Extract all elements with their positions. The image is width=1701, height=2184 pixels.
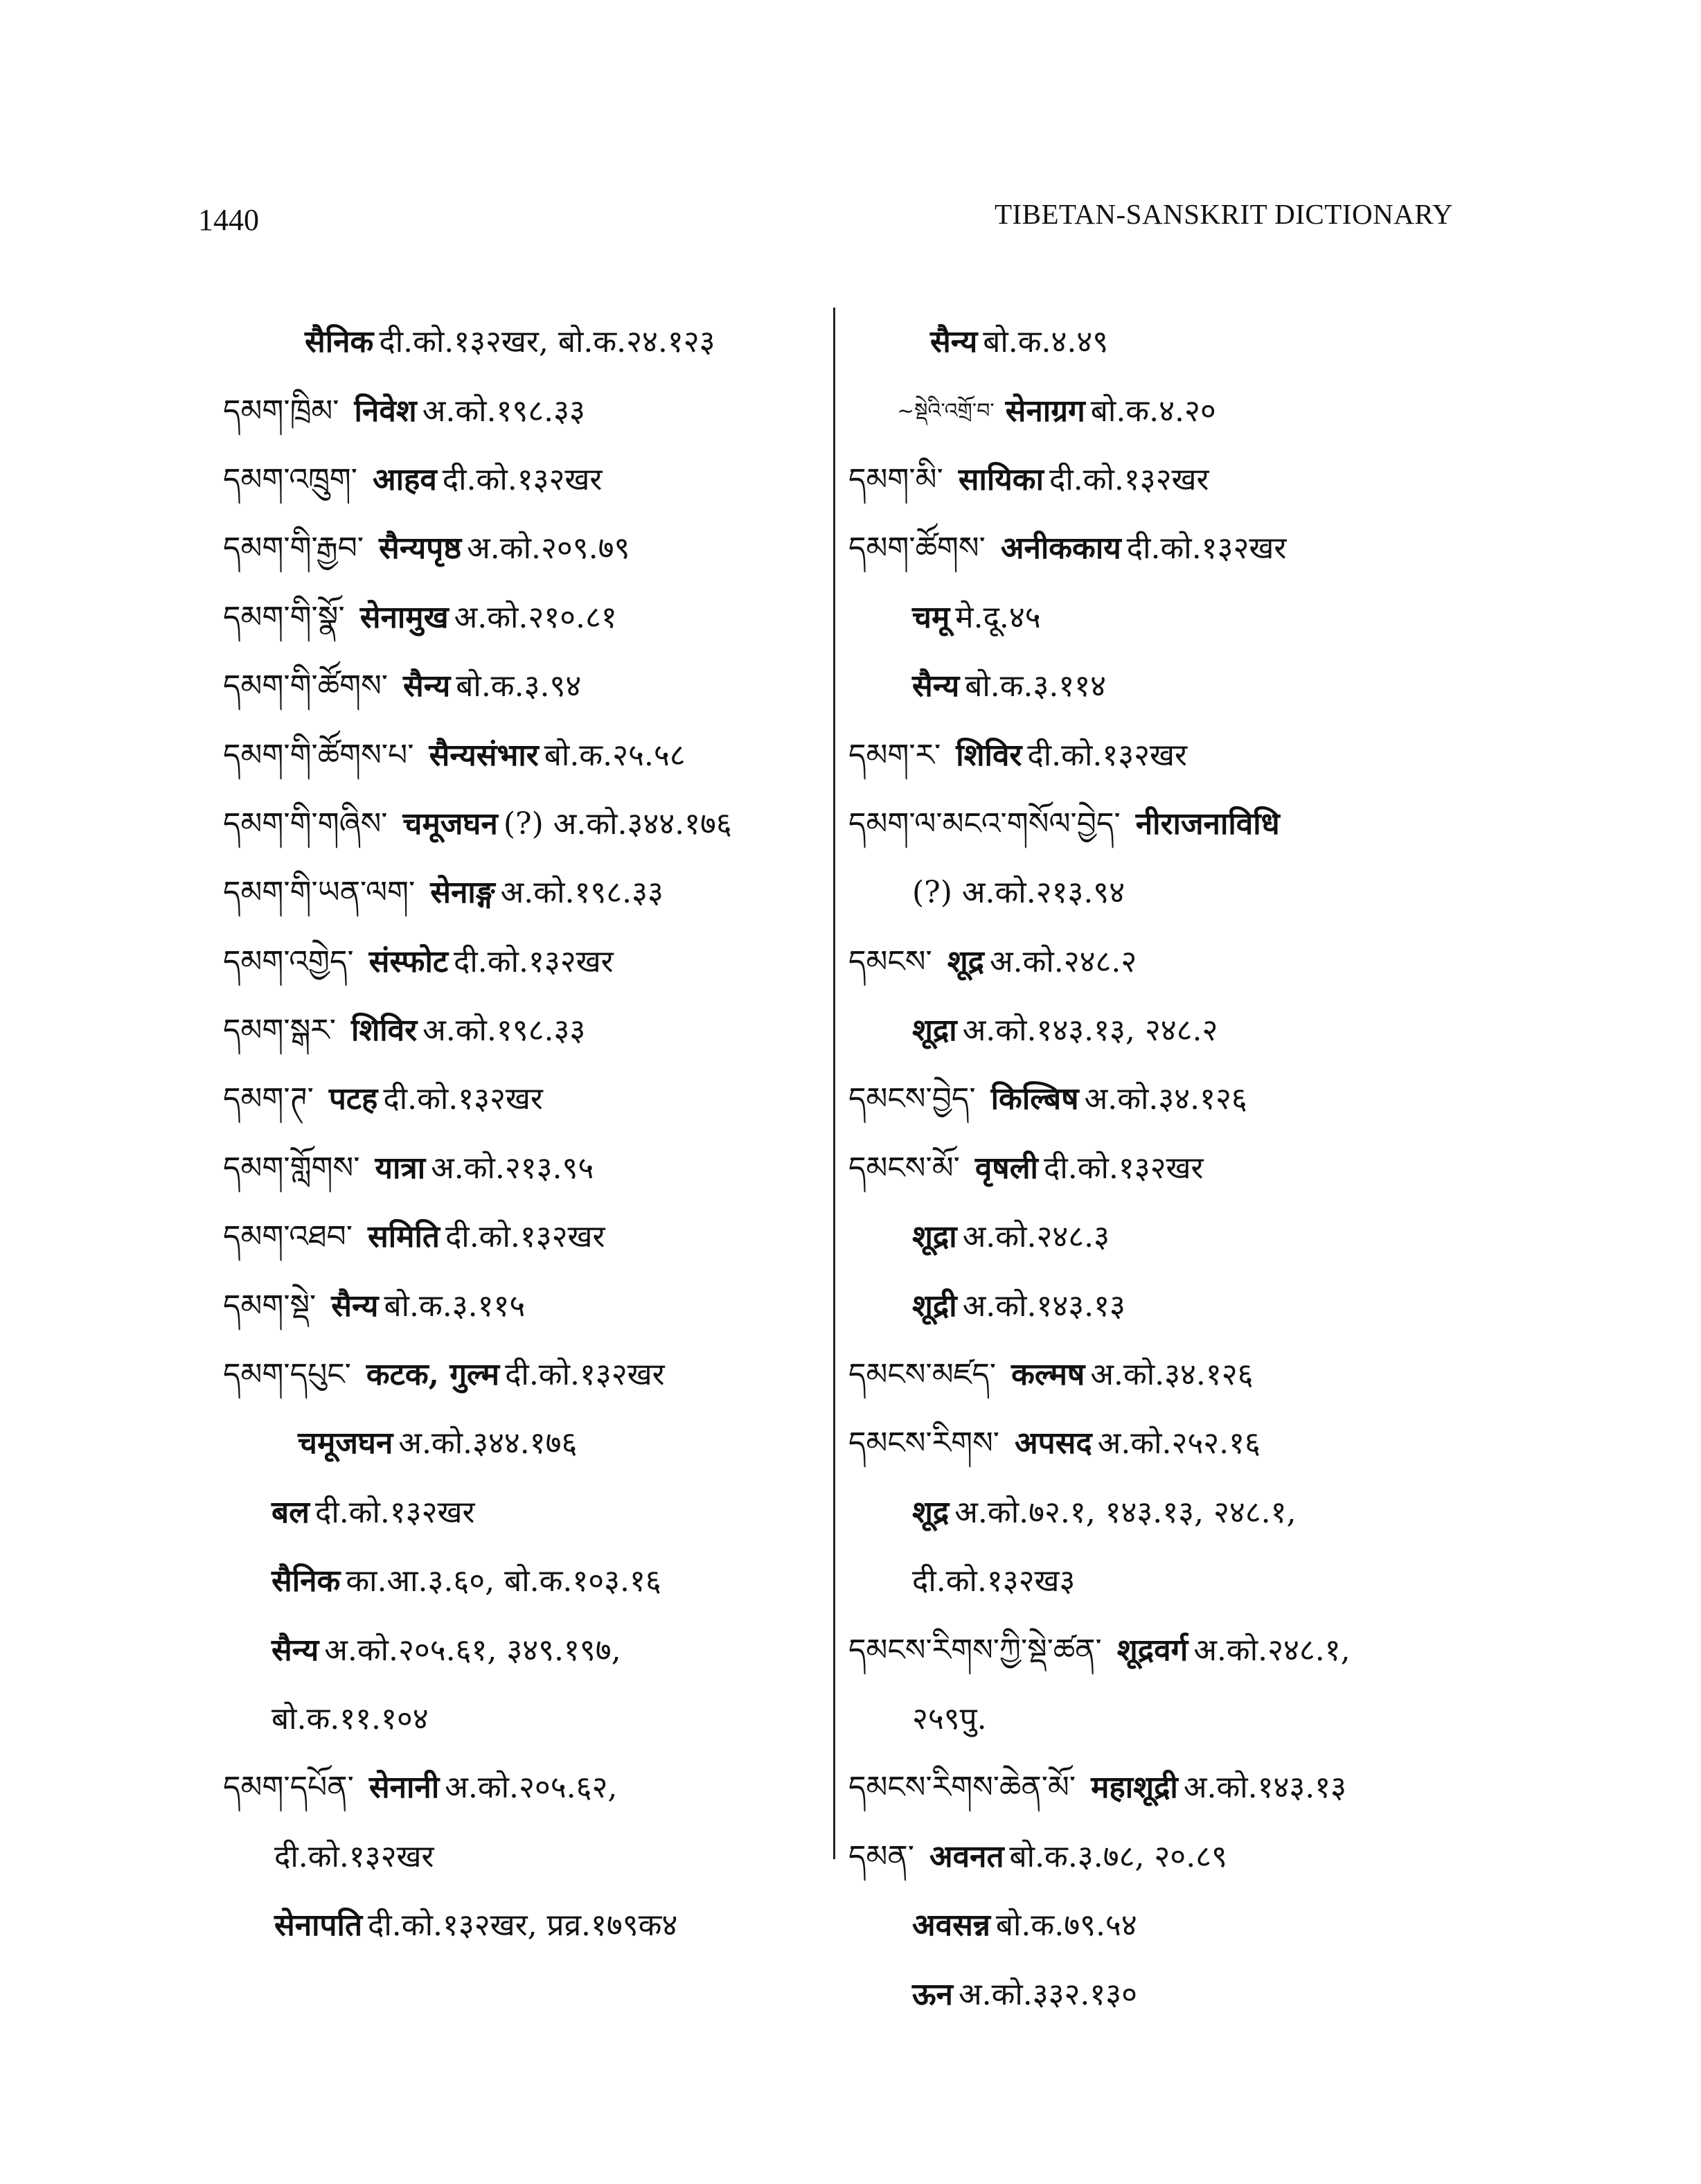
tibetan-headword: དམངས་མོ་ [848,1150,960,1186]
dictionary-entry-continuation [848,1685,1472,1753]
sanskrit-term: शिविर [956,737,1022,773]
dictionary-entry [848,1478,1472,1547]
dictionary-entry [223,376,819,445]
reference: (?) अ.को.२१३.९४ [912,875,1125,911]
sanskrit-term: कटक, गुल्म [366,1357,500,1393]
tibetan-headword: དམག་སྒར་ [223,1013,336,1049]
dictionary-entry [223,1340,819,1409]
dictionary-entry [848,1822,1472,1891]
right-column [848,308,1472,2029]
dictionary-entry [223,652,819,720]
sanskrit-term: सायिका [958,461,1044,497]
dictionary-entry [848,1271,1472,1340]
tibetan-headword: ~སྡེའི་འགྲོ་བ་ [897,398,995,423]
reference: अ.को.७२.१, १४३.१३, २४८.१, [954,1494,1297,1530]
dictionary-entry [223,1409,819,1477]
reference: अ.को.२५२.१६ [1097,1426,1261,1462]
dictionary-entry [223,858,819,927]
reference: बो.क.७९.५४ [995,1908,1137,1944]
reference: दी.को.१३२खर [1027,737,1187,773]
tibetan-headword: དམངས་རིགས་ཀྱི་སྡེ་ཚན་ [848,1632,1102,1668]
dictionary-entry [223,1271,819,1340]
tibetan-headword: དམན་ [848,1838,914,1874]
running-head: TIBETAN-SANSKRIT DICTIONARY [994,198,1453,230]
dictionary-entry [848,583,1472,652]
reference: दी.को.१३२खर [314,1494,475,1530]
tibetan-headword: དམག་མི་ [848,461,943,497]
sanskrit-term: अनीककाय [1000,531,1121,567]
sanskrit-term: अपसद [1015,1426,1092,1462]
sanskrit-term: किल्बिष [990,1081,1079,1117]
sanskrit-term: शूद्रा [912,1013,957,1049]
sanskrit-term: यात्रा [375,1150,426,1186]
tibetan-headword: དམག་འཐབ་ [223,1219,353,1255]
reference: अ.को.१४३.१३, २४८.२ [962,1013,1218,1049]
sanskrit-term: नीराजनाविधि [1135,806,1280,842]
sanskrit-term: निवेश [354,393,417,429]
reference: अ.को.३४.१२६ [1090,1357,1254,1393]
dictionary-entry [848,1753,1472,1822]
tibetan-headword: དམག་གི་ཚོགས་ [223,668,389,704]
dictionary-entry [223,1615,819,1684]
reference: बो.क.३.११४ [965,668,1107,704]
dictionary-entry [848,1615,1472,1684]
sanskrit-term: शूद्री [912,1288,957,1324]
sanskrit-term: सैन्य [403,668,451,704]
dictionary-entry [223,996,819,1065]
dictionary-entry [848,1891,1472,1960]
sanskrit-term: सैन्य [930,324,978,360]
sanskrit-term: सेनापति [274,1908,363,1944]
dictionary-entry [848,652,1472,720]
sanskrit-term: पटह [328,1081,378,1117]
dictionary-entry [223,308,819,376]
sanskrit-term: वृषली [974,1150,1038,1186]
reference: दी.को.१३२खर [1126,531,1287,567]
reference: बो.क.२५.५८ [544,737,686,773]
sanskrit-term: शूद्र [912,1494,950,1530]
reference: दी.को.१३२खर [505,1357,665,1393]
sanskrit-term: सैन्यसंभार [429,737,539,773]
reference: बो.क.३.९४ [456,668,582,704]
sanskrit-term: सेनामुख [359,599,449,635]
reference: दी.को.१३२खर, प्रव्र.१७९क४ [368,1908,678,1944]
reference: अ.को.२४८.१, [1193,1632,1351,1668]
sanskrit-term: सैनिक [271,1563,341,1599]
dictionary-entry [848,927,1472,996]
tibetan-headword: དམངས་བྱེད་ [848,1081,976,1117]
dictionary-entry [223,790,819,858]
sanskrit-term: चमू [912,599,950,635]
sanskrit-term: शूद्रवर्ग [1116,1632,1188,1668]
dictionary-entry [223,514,819,583]
tibetan-headword: དམངས་མཛད་ [848,1357,997,1393]
tibetan-headword: དམག་དཔོན་ [223,1770,354,1806]
page-number: 1440 [198,203,259,237]
sanskrit-term: सैन्यपृष्ठ [379,531,462,567]
tibetan-headword: དམག་ཁྲིམ་ [223,393,339,429]
sanskrit-term: सैनिक [305,324,374,360]
reference: अ.को.३४४.१७६ [398,1426,578,1462]
tibetan-headword: དམག་གི་གཞིས་ [223,806,388,842]
dictionary-entry [223,1134,819,1202]
reference: अ.को.२०५.६१, ३४९.१९७, [324,1632,621,1668]
reference: अ.को.३४.१२६ [1084,1081,1247,1117]
reference: अ.को.१४३.१३ [962,1288,1125,1324]
sanskrit-term: आहव [373,461,437,497]
dictionary-entry [848,720,1472,789]
sanskrit-term: सेनाग्रग [1005,393,1085,429]
reference: दी.को.१३२खर, बो.क.२४.१२३ [379,324,715,360]
dictionary-entry [848,1134,1472,1202]
sanskrit-term: सैन्य [271,1632,319,1668]
reference: बो.क.११.१०४ [271,1701,429,1737]
sanskrit-term: सैन्य [331,1288,379,1324]
tibetan-headword: དམག་གི་སྣོ་ [223,599,345,635]
dictionary-entry [223,1547,819,1615]
tibetan-headword: དམག་དཔུང་ [223,1357,351,1393]
dictionary-entry [848,308,1472,376]
reference: अ.को.१४३.१३ [1183,1770,1347,1806]
sanskrit-term: सैन्य [912,668,960,704]
dictionary-entry [223,1202,819,1271]
dictionary-entry [848,376,1472,445]
tibetan-headword: དམག་གི་ཚོགས་པ་ [223,737,414,773]
reference: २५९पु. [912,1701,987,1737]
reference: अ.को.२०९.७९ [467,531,630,567]
sanskrit-term: संस्फोट [368,943,449,979]
tibetan-headword: དམག་འཁྲུག་ [223,461,357,497]
reference: दी.को.१३२खर [454,943,614,979]
dictionary-entry [848,1065,1472,1133]
dictionary-entry-continuation [223,1822,819,1891]
reference: दी.को.१३२खर [383,1081,543,1117]
tibetan-headword: དམག་སྡེ་ [223,1288,317,1324]
dictionary-entry [848,790,1472,858]
reference: दी.को.१३२खर [1049,461,1209,497]
reference: दी.को.१३२ख३ [912,1563,1076,1599]
reference: अ.को.३३२.१३० [958,1976,1138,2012]
sanskrit-term: अवनत [929,1838,1004,1874]
reference: दी.को.१३२खर [1043,1150,1204,1186]
dictionary-entry [223,927,819,996]
sanskrit-term: बल [271,1494,310,1530]
tibetan-headword: དམག་འགྱེད་ [223,943,354,979]
left-column [223,308,819,1960]
tibetan-headword: དམག་ཚོགས་ [848,531,986,567]
reference: अ.को.२४८.३ [962,1219,1110,1255]
dictionary-entry [223,1478,819,1547]
sanskrit-term: समिति [368,1219,440,1255]
reference: अ.को.२१०.८१ [454,599,617,635]
dictionary-entry [223,1065,819,1133]
reference: बो.क.४.२० [1090,393,1216,429]
sanskrit-term: सेनाङ्ग [430,875,495,911]
dictionary-entry [848,445,1472,514]
reference: दी.को.१३२खर [442,461,603,497]
dictionary-entry-continuation [848,1547,1472,1615]
reference: अ.को.२०५.६२, [445,1770,618,1806]
sanskrit-term: चमूजघन [298,1426,393,1462]
dictionary-entry-continuation [223,1685,819,1753]
reference: अ.को.२४८.२ [990,943,1137,979]
reference: बो.क.४.४९ [983,324,1109,360]
dictionary-entry [223,1753,819,1822]
sanskrit-term: ऊन [912,1976,953,2012]
dictionary-entry [848,996,1472,1065]
reference: मे.दू.४५ [955,599,1041,635]
reference: का.आ.३.६०, बो.क.१०३.१६ [346,1563,661,1599]
sanskrit-term: महाशूद्री [1091,1770,1178,1806]
sanskrit-term: शिविर [350,1013,418,1049]
tibetan-headword: དམག་གི་རྒྱབ་ [223,531,364,567]
reference: बो.क.३.७८, २०.८९ [1009,1838,1227,1874]
reference: दी.को.१३२खर [274,1838,434,1874]
dictionary-entry [848,1340,1472,1409]
sanskrit-term: चमूजघन [402,806,498,842]
reference: अ.को.१९८.३३ [500,875,664,911]
sanskrit-term: शूद्र [947,943,984,979]
reference: बो.क.३.११५ [384,1288,526,1324]
reference: दी.को.१३२खर [445,1219,605,1255]
dictionary-entry-continuation [848,858,1472,927]
sanskrit-term: कल्मष [1011,1357,1085,1393]
dictionary-entry [223,445,819,514]
dictionary-entry [223,1891,819,1960]
dictionary-entry [848,1960,1472,2028]
sanskrit-term: अवसन्न [912,1908,990,1944]
reference: अ.को.१९८.३३ [422,393,585,429]
dictionary-entry [848,514,1472,583]
tibetan-headword: དམག་ཊ་ [223,1081,314,1117]
reference: (?) अ.को.३४४.१७६ [503,806,732,842]
tibetan-headword: དམངས་ [848,943,932,979]
reference: अ.को.१९८.३३ [422,1013,586,1049]
dictionary-entry [223,720,819,789]
tibetan-headword: དམག་ལ་མངའ་གསོལ་བྱེད་ [848,806,1121,842]
tibetan-headword: དམག་གི་ཡན་ལག་ [223,875,416,911]
sanskrit-term: शूद्रा [912,1219,957,1255]
tibetan-headword: དམག་ར་ [848,737,941,773]
dictionary-entry [223,583,819,652]
tibetan-headword: དམངས་རིགས་ཆེན་མོ་ [848,1770,1076,1806]
sanskrit-term: सेनानी [368,1770,440,1806]
reference: अ.को.२१३.९५ [431,1150,594,1186]
dictionary-entry [848,1409,1472,1477]
column-divider [833,308,835,1859]
tibetan-headword: དམངས་རིགས་ [848,1426,1000,1462]
dictionary-entry [848,1202,1472,1271]
tibetan-headword: དམག་གློགས་ [223,1150,360,1186]
